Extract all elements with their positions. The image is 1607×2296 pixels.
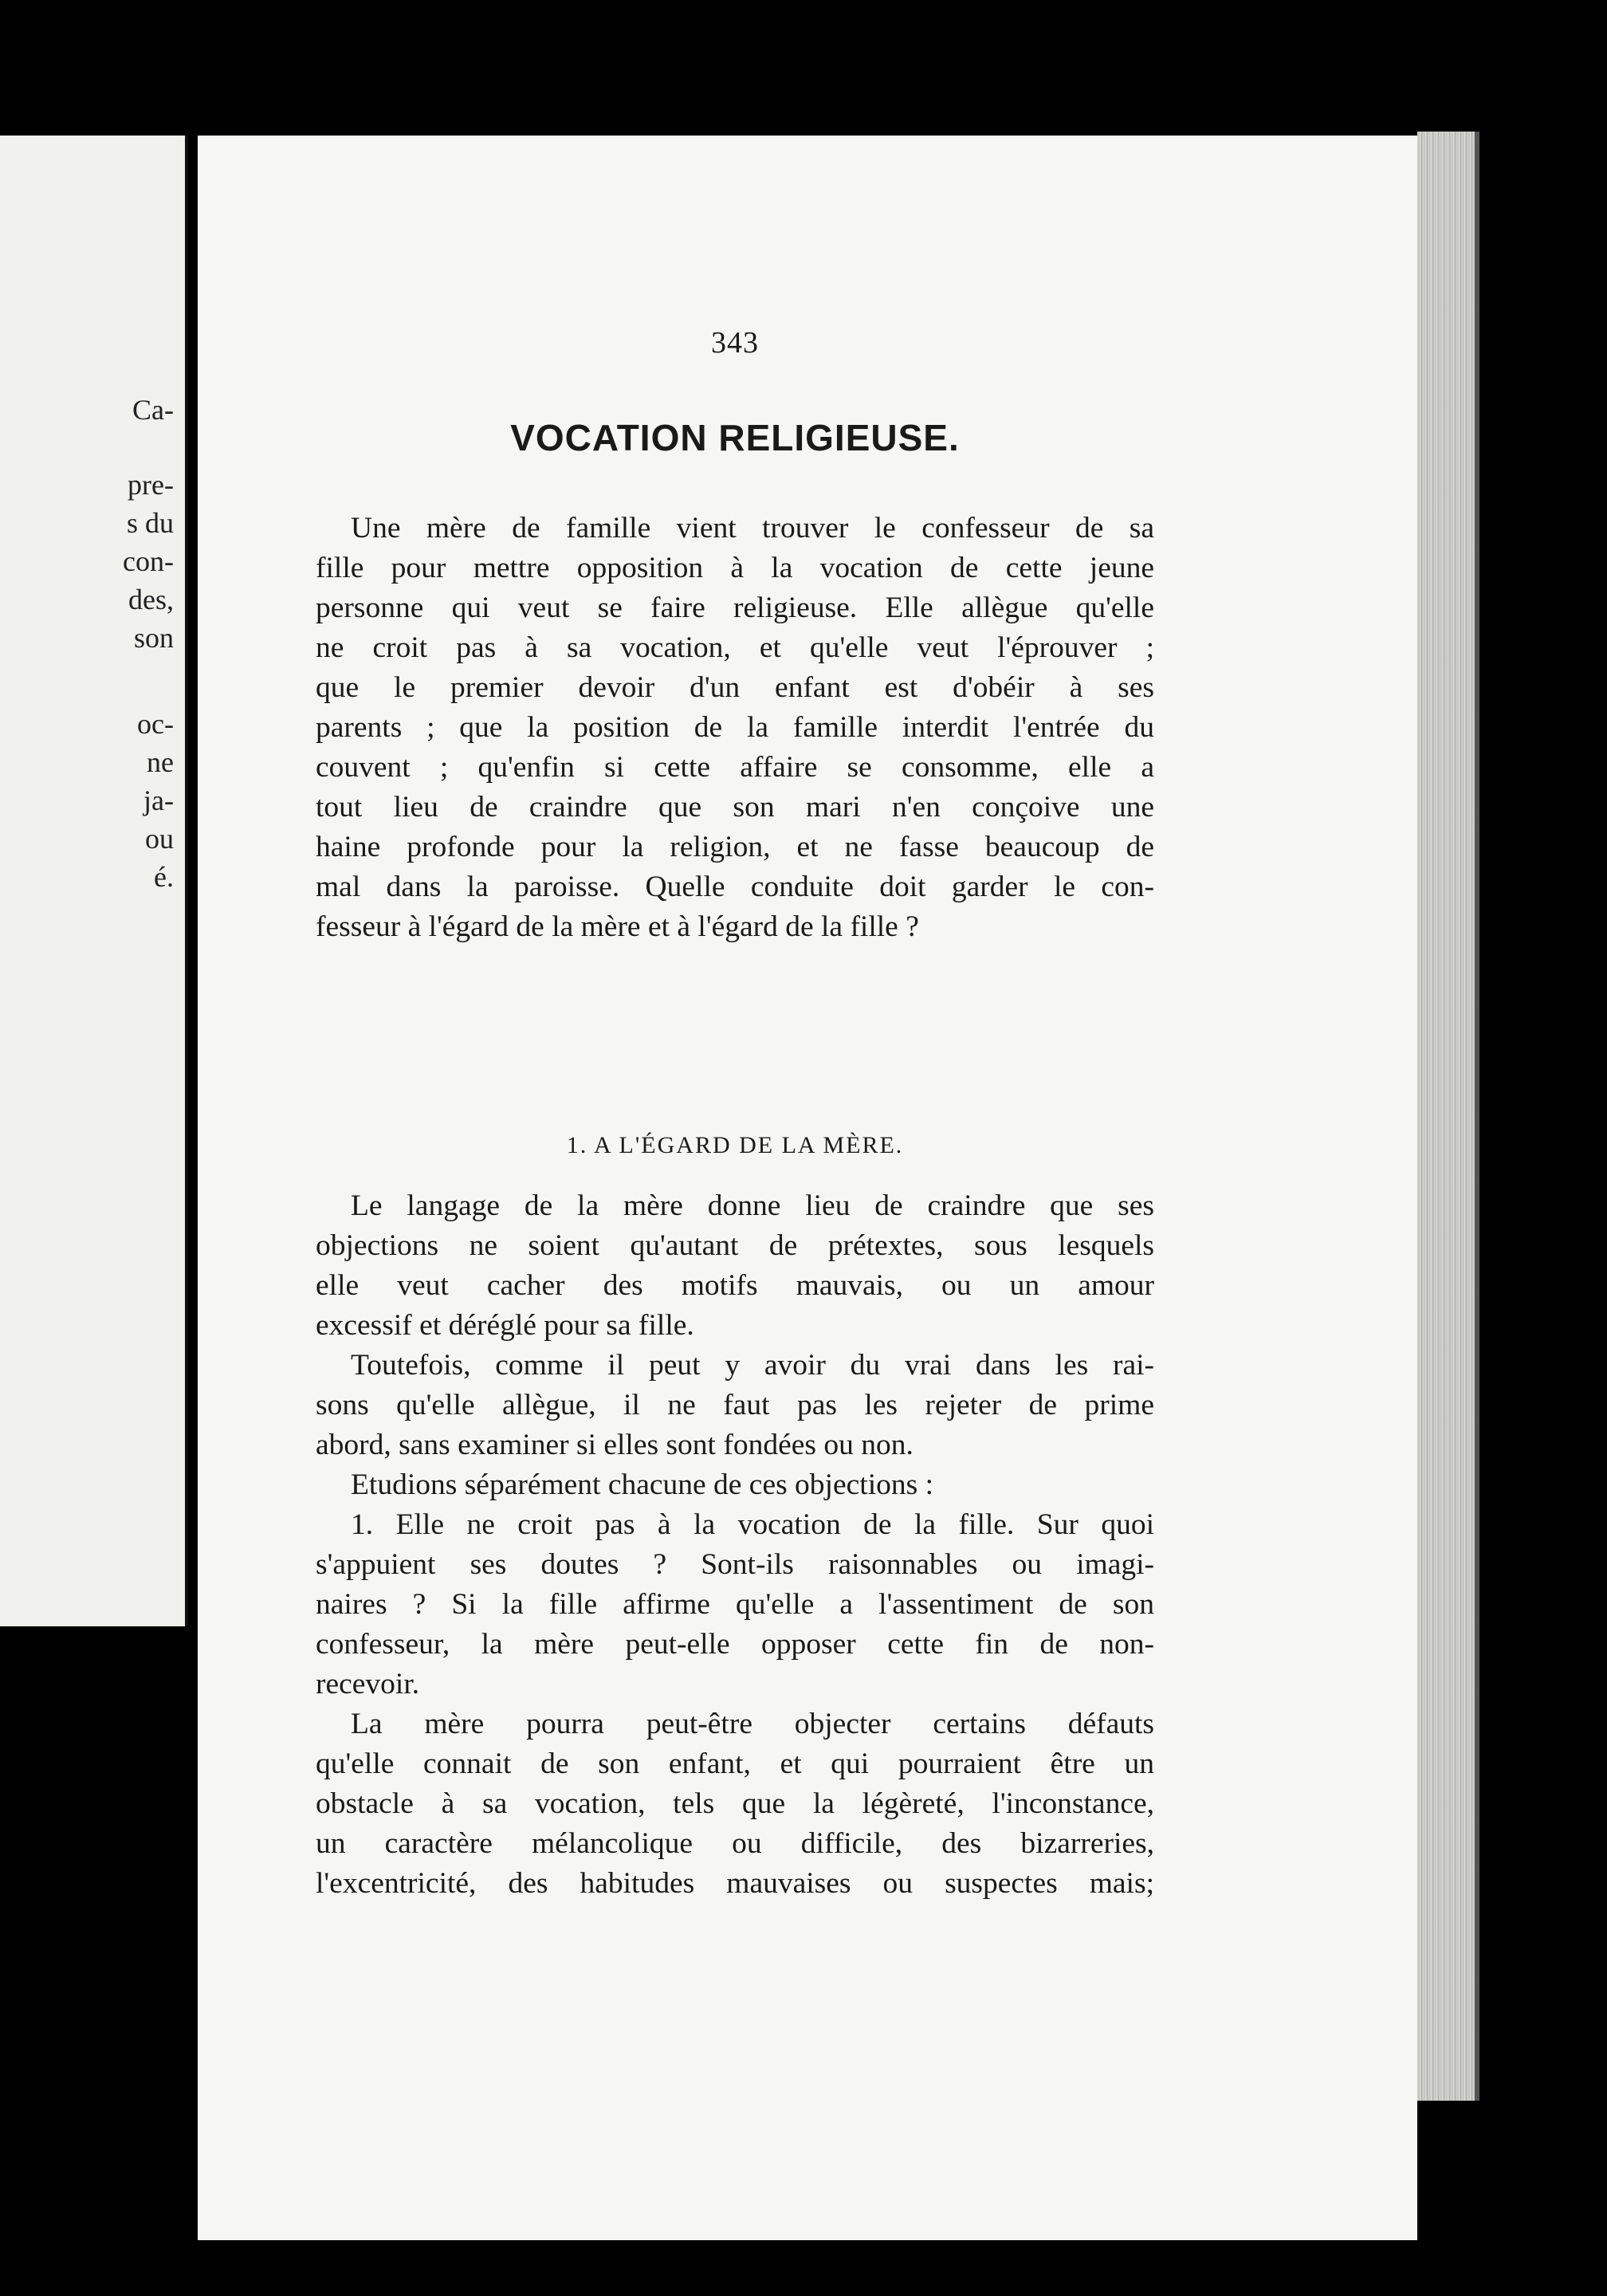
left-page-fragment: con- bbox=[123, 545, 174, 577]
text-line: Le langage de la mère donne lieu de craindre que ses bbox=[351, 1189, 1154, 1222]
text-line: recevoir. bbox=[316, 1668, 420, 1700]
text-line: l'excentricité, des habitudes mauvaises ou suspectes mais; bbox=[316, 1867, 1154, 1900]
text-line: personne qui veut se faire religieuse. Elle allègue qu'elle bbox=[316, 592, 1154, 624]
paragraph-however bbox=[316, 1346, 1154, 1465]
text-line: sons qu'elle allègue, il ne faut pas les rejeter de prime bbox=[316, 1389, 1154, 1421]
text-line: Toutefois, comme il peut y avoir du vrai dans les rai- bbox=[351, 1349, 1154, 1382]
left-page-fragment: é. bbox=[154, 861, 174, 893]
paragraph-study bbox=[316, 1465, 1154, 1505]
left-page-fragment: Ca- bbox=[132, 394, 174, 426]
left-page-fragment: pre- bbox=[128, 469, 174, 501]
text-line: qu'elle connait de son enfant, et qui pourraient être un bbox=[316, 1748, 1154, 1780]
left-page-fragment: des, bbox=[128, 584, 174, 615]
book-page bbox=[198, 136, 1417, 2240]
left-page-fragment: ou bbox=[145, 823, 174, 855]
section-subheading: 1. A L'ÉGARD DE LA MÈRE. bbox=[566, 1132, 904, 1158]
text-line: 1. Elle ne croit pas à la vocation de la fille. Sur quoi bbox=[351, 1508, 1154, 1541]
left-page-fragment: son bbox=[133, 622, 174, 654]
text-line: abord, sans examiner si elles sont fondées ou non. bbox=[316, 1429, 914, 1461]
text-line: La mère pourra peut-être objecter certains défauts bbox=[351, 1708, 1154, 1740]
text-line: fesseur à l'égard de la mère et à l'égard de la fille ? bbox=[316, 910, 919, 943]
text-line: fille pour mettre opposition à la vocation de cette jeune bbox=[316, 552, 1154, 584]
text-line: Etudions séparément chacune de ces objections : bbox=[351, 1468, 933, 1501]
page-title: VOCATION RELIGIEUSE. bbox=[510, 417, 960, 458]
text-line: elle veut cacher des motifs mauvais, ou un amour bbox=[316, 1269, 1154, 1302]
text-line: un caractère mélancolique ou difficile, des bizarreries, bbox=[316, 1827, 1154, 1860]
paragraph-objection-1 bbox=[316, 1505, 1154, 1704]
page-number: 343 bbox=[711, 326, 759, 360]
text-line: s'appuient ses doutes ? Sont-ils raisonnables ou imagi- bbox=[316, 1548, 1154, 1581]
paragraph-language bbox=[316, 1186, 1154, 1346]
page-fore-edge bbox=[1417, 132, 1475, 2101]
text-line: mal dans la paroisse. Quelle conduite doit garder le con- bbox=[316, 871, 1154, 903]
text-line: objections ne soient qu'autant de prétextes, sous lesquels bbox=[316, 1229, 1154, 1262]
paragraph-defects bbox=[316, 1704, 1154, 1904]
paragraph-intro bbox=[316, 509, 1154, 947]
text-line: haine profonde pour la religion, et ne fasse beaucoup de bbox=[316, 831, 1154, 863]
left-page-fragment: s du bbox=[126, 507, 174, 539]
left-page-fragment: ne bbox=[147, 746, 174, 778]
text-line: parents ; que la position de la famille interdit l'entrée du bbox=[316, 711, 1154, 744]
left-page-fragment: ja- bbox=[143, 784, 174, 816]
text-line: excessif et déréglé pour sa fille. bbox=[316, 1309, 694, 1342]
text-line: confesseur, la mère peut-elle opposer cette fin de non- bbox=[316, 1628, 1154, 1661]
text-line: naires ? Si la fille affirme qu'elle a l'assentiment de son bbox=[316, 1588, 1154, 1621]
text-line: obstacle à sa vocation, tels que la légèreté, l'inconstance, bbox=[316, 1787, 1154, 1820]
text-line: tout lieu de craindre que son mari n'en conçoive une bbox=[316, 791, 1154, 824]
text-line: que le premier devoir d'un enfant est d'obéir à ses bbox=[316, 671, 1154, 704]
page-edge-shadow bbox=[1475, 132, 1479, 2101]
text-line: ne croit pas à sa vocation, et qu'elle veut l'éprouver ; bbox=[316, 631, 1154, 664]
text-line: couvent ; qu'enfin si cette affaire se consomme, elle a bbox=[316, 751, 1154, 784]
left-page-fragment: oc- bbox=[137, 708, 174, 740]
text-line: Une mère de famille vient trouver le confesseur de sa bbox=[351, 512, 1154, 545]
left-facing-page bbox=[0, 136, 188, 1626]
